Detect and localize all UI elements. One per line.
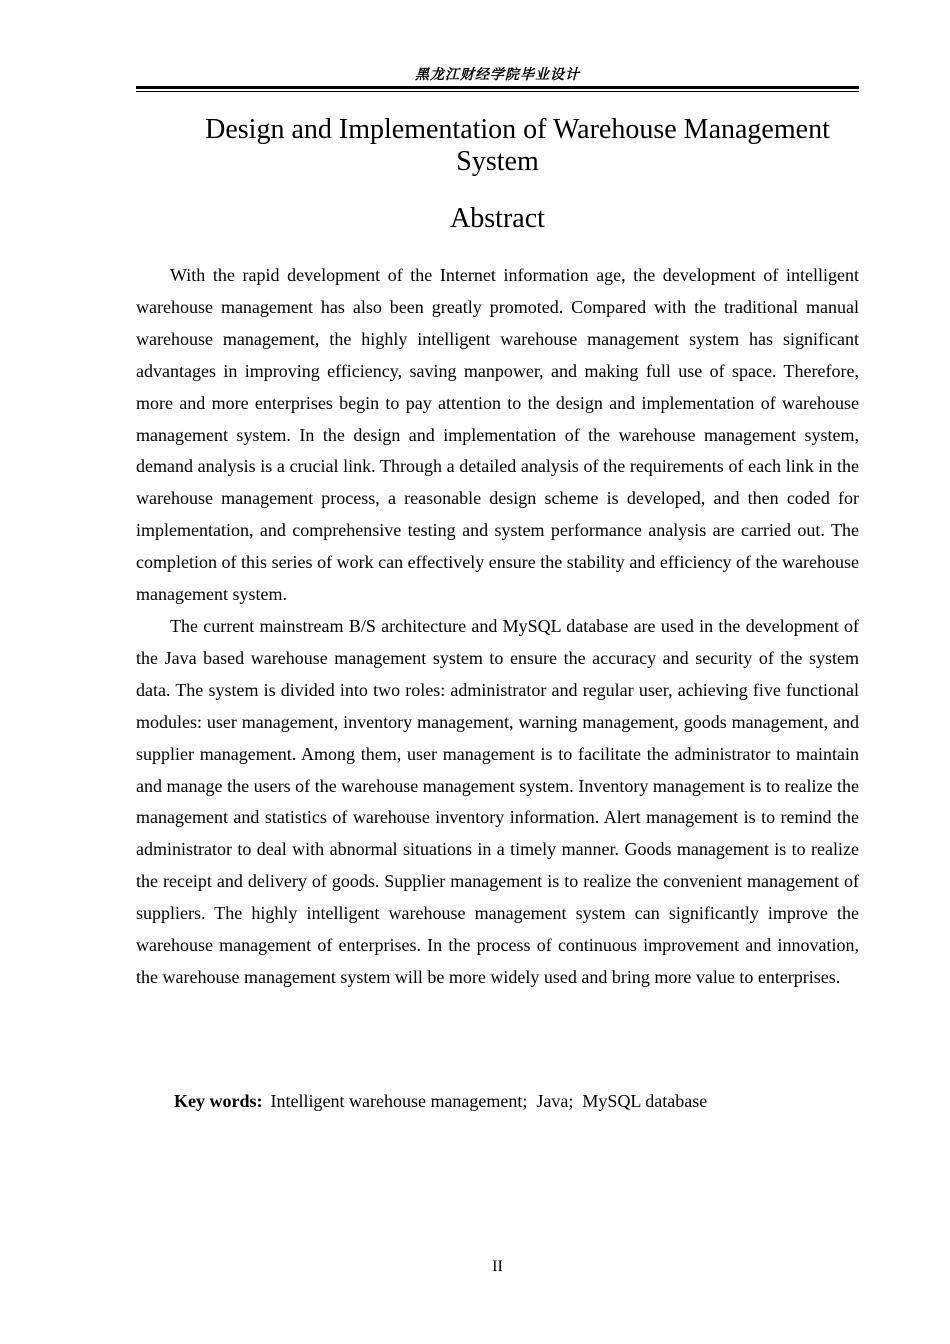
abstract-body [136,260,859,994]
keywords-line [174,1088,859,1114]
header-rule-thick [136,86,859,89]
abstract-heading: Abstract [450,203,545,234]
page-number: II [492,1258,503,1275]
document-title [136,114,859,178]
keyword-item: MySQL database [582,1091,708,1111]
keywords-label: Key words: [174,1091,263,1111]
keyword-separator: ; [522,1091,537,1111]
document-title-line-2: System [456,146,539,177]
abstract-paragraph-2: The current mainstream B/S architecture and MySQL database are used in the development of the Java based warehouse management system to ensure the accuracy and security of the system data. The system is divided into two roles: administrator and regular user, achieving five functional modules: user management, inventory management, warning management, goods management, and supplier management. Among them, user management is to facilitate the administrator to maintain and manage the users of the warehouse management system. Inventory management is to realize the management and statistics of warehouse inventory information. Alert management is to remind the administrator to deal with abnormal situations in a timely manner. Goods management is to realize the receipt and delivery of goods. Supplier management is to realize the convenient management of suppliers. The highly intelligent warehouse management system can significantly improve the warehouse management of enterprises. In the process of continuous improvement and innovation, the warehouse management system will be more widely used and bring more value to enterprises. [136,615,859,987]
abstract-paragraph-1: With the rapid development of the Internet information age, the development of intelligent warehouse management has also been greatly promoted. Compared with the traditional manual warehouse management, the highly intelligent warehouse management system has significant advantages in improving efficiency, saving manpower, and making full use of space. Therefore, more and more enterprises begin to pay attention to the design and implementation of warehouse management system. In the design and implementation of the warehouse management system, demand analysis is a crucial link. Through a detailed analysis of the requirements of each link in the warehouse management process, a reasonable design scheme is developed, and then coded for implementation, and comprehensive testing and system performance analysis are carried out. The completion of this series of work can effectively ensure the stability and efficiency of the warehouse management system. [136,265,859,605]
document-title-line-1: Design and Implementation of Warehouse Management [205,114,830,145]
running-header: 黑龙江财经学院毕业设计 [415,67,580,83]
header-rule-thin [136,91,859,92]
keyword-separator: ; [568,1091,583,1111]
keyword-item: Java [536,1091,569,1111]
keyword-item: Intelligent warehouse management [270,1091,523,1111]
